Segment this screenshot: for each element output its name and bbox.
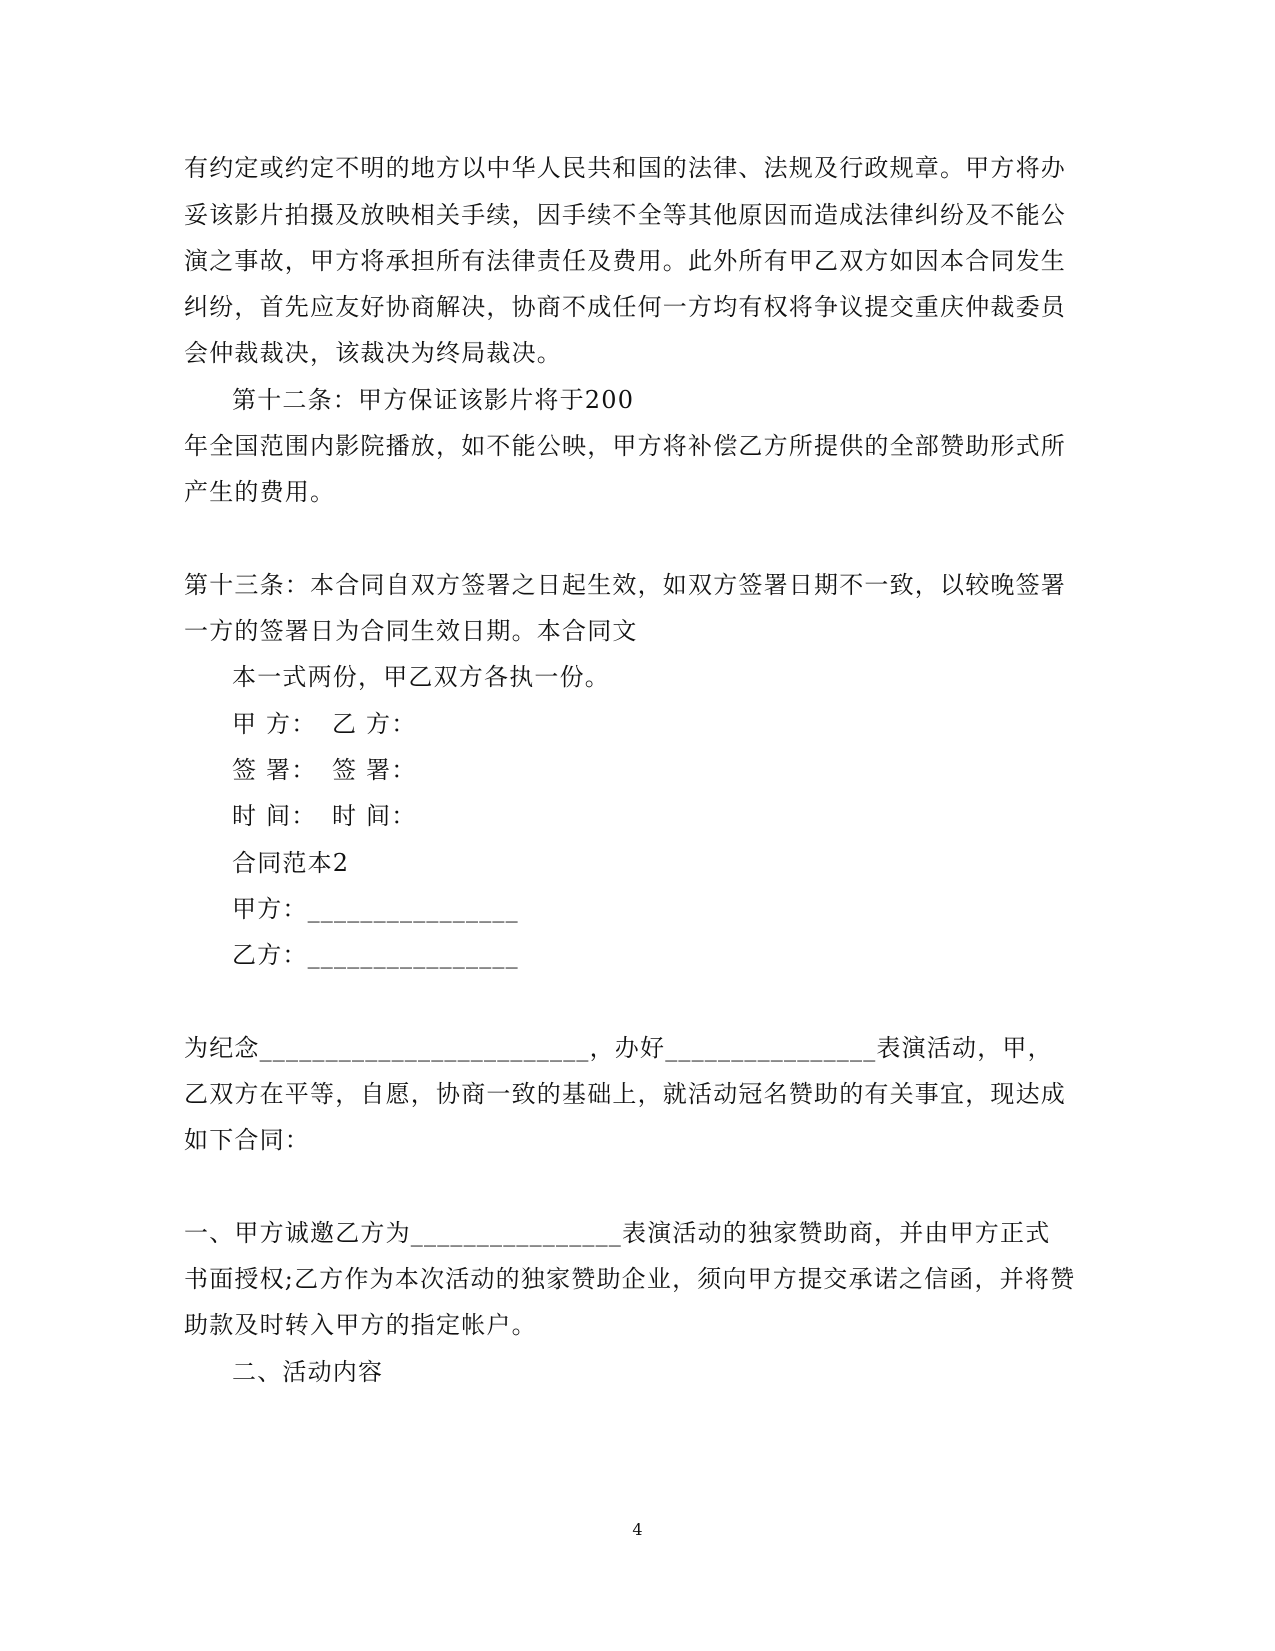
section-1-line: 一、甲方诚邀乙方为________________表演活动的独家赞助商，并由甲方正式 bbox=[184, 1219, 1051, 1247]
sign-b-label: 签 署： bbox=[332, 756, 417, 784]
party-b-line: 乙方：________________ bbox=[232, 941, 519, 969]
signature-sign-row bbox=[232, 755, 416, 785]
body-line: 本一式两份，甲乙双方各执一份。 bbox=[232, 663, 610, 691]
body-line: 妥该影片拍摄及放映相关手续，因手续不全等其他原因而造成法律纠纷及不能公 bbox=[184, 201, 1066, 229]
sign-a-label: 签 署： bbox=[232, 756, 317, 784]
party-a-label: 甲 方： bbox=[232, 710, 317, 738]
time-b-label: 时 间： bbox=[332, 802, 417, 830]
body-line: 演之事故，甲方将承担所有法律责任及费用。此外所有甲乙双方如因本合同发生 bbox=[184, 247, 1066, 275]
body-line: 会仲裁裁决，该裁决为终局裁决。 bbox=[184, 339, 562, 367]
body-line: 书面授权;乙方作为本次活动的独家赞助企业，须向甲方提交承诺之信函，并将赞 bbox=[184, 1265, 1076, 1293]
party-b-label: 乙 方： bbox=[332, 710, 417, 738]
body-line: 为纪念_________________________，办好________________表演活动，甲， bbox=[184, 1034, 1053, 1062]
page-number: 4 bbox=[632, 1520, 643, 1539]
body-line: 如下合同： bbox=[184, 1126, 310, 1154]
body-line: 有约定或约定不明的地方以中华人民共和国的法律、法规及行政规章。甲方将办 bbox=[184, 154, 1066, 182]
clause-13-heading: 第十三条：本合同自双方签署之日起生效，如双方签署日期不一致，以较晚签署 bbox=[184, 571, 1066, 599]
signature-time-row bbox=[232, 801, 416, 831]
body-line: 一方的签署日为合同生效日期。本合同文 bbox=[184, 617, 638, 645]
party-a-line: 甲方：________________ bbox=[232, 895, 519, 923]
template-2-title: 合同范本2 bbox=[232, 849, 350, 877]
clause-12-heading: 第十二条：甲方保证该影片将于200 bbox=[232, 386, 635, 414]
body-line: 产生的费用。 bbox=[184, 478, 336, 506]
body-line: 助款及时转入甲方的指定帐户。 bbox=[184, 1311, 537, 1339]
body-line: 年全国范围内影院播放，如不能公映，甲方将补偿乙方所提供的全部赞助形式所 bbox=[184, 432, 1066, 460]
body-line: 纠纷，首先应友好协商解决，协商不成任何一方均有权将争议提交重庆仲裁委员 bbox=[184, 293, 1066, 321]
time-a-label: 时 间： bbox=[232, 802, 317, 830]
section-2-heading: 二、活动内容 bbox=[232, 1358, 384, 1386]
signature-party-row bbox=[232, 709, 416, 739]
body-line: 乙双方在平等，自愿，协商一致的基础上，就活动冠名赞助的有关事宜，现达成 bbox=[184, 1080, 1066, 1108]
